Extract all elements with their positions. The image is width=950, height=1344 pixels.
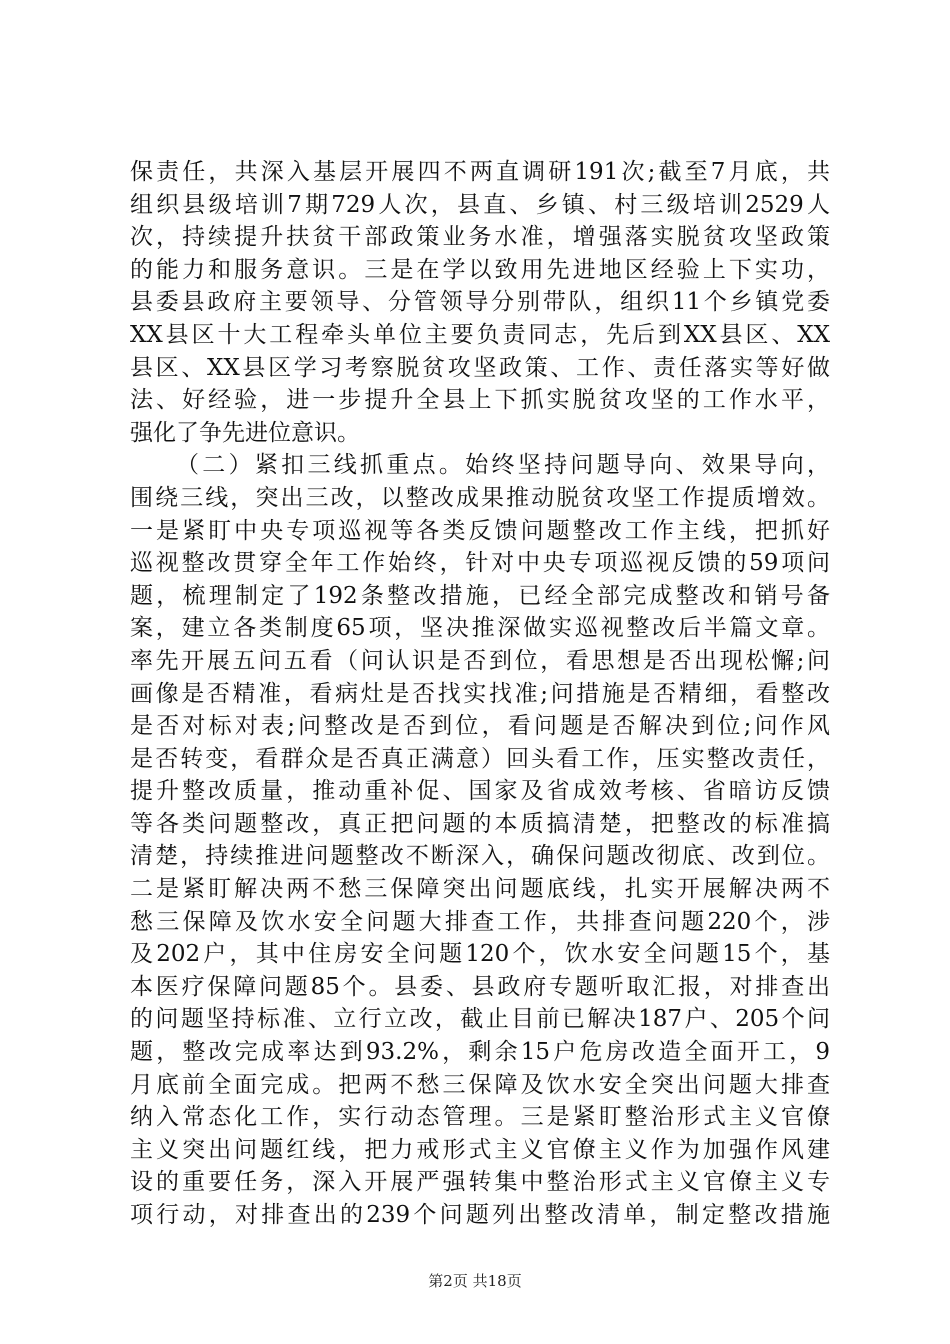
text-line: 围绕三线，突出三改，以整改成果推动脱贫攻坚工作提质增效。 — [130, 484, 830, 511]
text-line: 等各类问题整改，真正把问题的本质搞清楚，把整改的标准搞 — [130, 810, 830, 837]
text-line: 设的重要任务，深入开展严强转集中整治形式主义官僚主义专 — [130, 1169, 830, 1196]
text-line: 一是紧盯中央专项巡视等各类反馈问题整改工作主线，把抓好 — [130, 517, 830, 544]
text-line: 愁三保障及饮水安全问题大排查工作，共排查问题220个，涉 — [130, 908, 830, 935]
text-line: 画像是否精准，看病灶是否找实找准;问措施是否精细，看整改 — [130, 680, 830, 707]
text-line: 月底前全面完成。把两不愁三保障及饮水安全突出问题大排查 — [130, 1071, 830, 1098]
text-line: 的问题坚持标准、立行立改，截止目前已解决187户、205个问 — [130, 1006, 830, 1033]
text-line: 纳入常态化工作，实行动态管理。三是紧盯整治形式主义官僚 — [130, 1104, 830, 1131]
text-line: 县区、XX县区学习考察脱贫攻坚政策、工作、责任落实等好做 — [130, 354, 830, 381]
text-line: 巡视整改贯穿全年工作始终，针对中央专项巡视反馈的59项问 — [130, 550, 830, 577]
text-line: 及202户，其中住房安全问题120个，饮水安全问题15个，基 — [130, 941, 830, 968]
text-line: 主义突出问题红线，把力戒形式主义官僚主义作为加强作风建 — [130, 1136, 830, 1163]
text-line: 的能力和服务意识。三是在学以致用先进地区经验上下实功， — [130, 256, 830, 283]
text-line: 法、好经验，进一步提升全县上下抓实脱贫攻坚的工作水平， — [130, 387, 830, 414]
text-line: 保责任，共深入基层开展四不两直调研191次;截至7月底，共 — [130, 159, 830, 185]
text-line: 率先开展五问五看（问认识是否到位，看思想是否出现松懈;问 — [130, 647, 830, 674]
text-line: 是否转变，看群众是否真正满意）回头看工作，压实整改责任， — [130, 745, 830, 772]
text-line: 组织县级培训7期729人次，县直、乡镇、村三级培训2529人 — [130, 191, 830, 218]
text-line: 县委县政府主要领导、分管领导分别带队，组织11个乡镇党委 — [130, 289, 830, 316]
text-line: 题，整改完成率达到93.2%，剩余15户危房改造全面开工，9 — [130, 1039, 830, 1066]
section-heading-line: （二）紧扣三线抓重点。始终坚持问题导向、效果导向， — [176, 452, 830, 479]
text-line: 次，持续提升扶贫干部政策业务水准，增强落实脱贫攻坚政策 — [130, 224, 830, 251]
text-line: 本医疗保障问题85个。县委、县政府专题听取汇报，对排查出 — [130, 973, 830, 1000]
body-text — [130, 156, 830, 1232]
text-line: 二是紧盯解决两不愁三保障突出问题底线，扎实开展解决两不 — [130, 876, 830, 903]
text-line: 是否对标对表;问整改是否到位，看问题是否解决到位;问作风 — [130, 713, 830, 740]
text-line: 强化了争先进位意识。 — [130, 419, 360, 446]
page-number-footer: 第2页 共18页 — [428, 1272, 522, 1290]
text-line: 清楚，持续推进问题整改不断深入，确保问题改彻底、改到位。 — [130, 843, 830, 870]
text-line: 项行动，对排查出的239个问题列出整改清单，制定整改措施 — [130, 1202, 830, 1228]
text-line: 案，建立各类制度65项，坚决推深做实巡视整改后半篇文章。 — [130, 615, 830, 642]
text-line: 提升整改质量，推动重补促、国家及省成效考核、省暗访反馈 — [130, 778, 830, 805]
text-line: 题，梳理制定了192条整改措施，已经全部完成整改和销号备 — [130, 582, 830, 609]
text-line: XX县区十大工程牵头单位主要负责同志，先后到XX县区、XX — [130, 321, 830, 348]
